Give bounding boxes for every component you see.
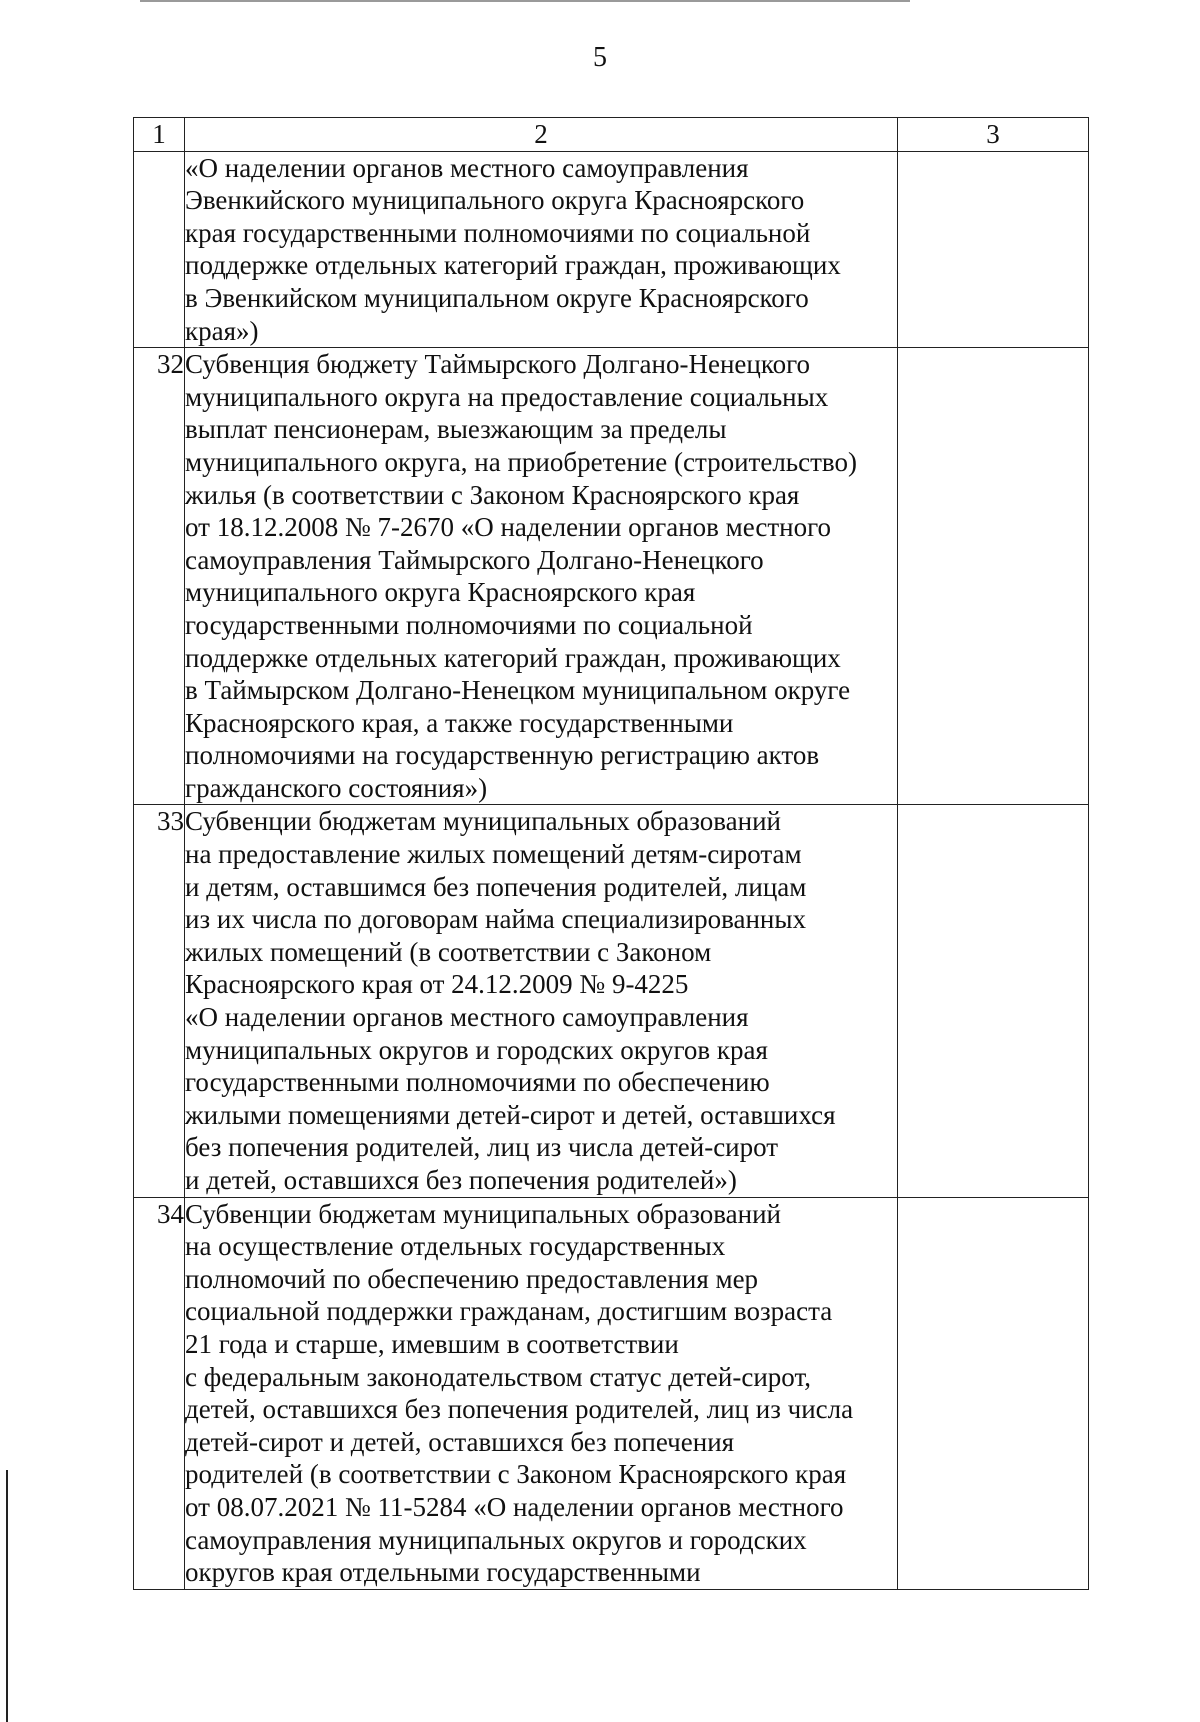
table-row xyxy=(134,348,1089,805)
row-description-cell xyxy=(185,805,898,1197)
description-line: гражданского состояния») xyxy=(185,772,488,803)
description-line: выплат пенсионерам, выезжающим за пределы xyxy=(185,414,727,445)
description-line: поддержке отдельных категорий граждан, проживающих xyxy=(185,642,841,673)
description-line: «О наделении органов местного самоуправления xyxy=(185,1002,749,1033)
description-line: жилья (в соответствии с Законом Красноярского края xyxy=(185,479,800,510)
description-line: Эвенкийского муниципального округа Красноярского xyxy=(185,185,805,216)
description-line: полномочиями на государственную регистрацию актов xyxy=(185,740,820,771)
scan-edge-top xyxy=(140,0,910,2)
header-cell-2: 2 xyxy=(185,118,898,152)
description-line: государственными полномочиями по обеспечению xyxy=(185,1067,770,1098)
description-line: Красноярского края, а также государственными xyxy=(185,707,734,738)
description-line: на осуществление отдельных государственных xyxy=(185,1231,726,1262)
description-line: и детям, оставшимся без попечения родителей, лицам xyxy=(185,871,807,902)
row-number-cell: 33 xyxy=(134,805,185,1197)
description-line: самоуправления Таймырского Долгано-Ненецкого xyxy=(185,544,764,575)
description-line: муниципального округа Красноярского края xyxy=(185,577,696,608)
table-body xyxy=(134,118,1089,1590)
description-line: Красноярского края от 24.12.2009 № 9-4225 xyxy=(185,969,689,1000)
description-line: на предоставление жилых помещений детям-сиротам xyxy=(185,839,802,870)
description-line: от 08.07.2021 № 11-5284 «О наделении органов местного xyxy=(185,1491,844,1522)
description-line: жилых помещений (в соответствии с Законом xyxy=(185,936,712,967)
document-table xyxy=(133,117,1089,1590)
row-column-3-cell xyxy=(898,805,1089,1197)
description-line: и детей, оставшихся без попечения родителей») xyxy=(185,1165,737,1195)
description-line: социальной поддержки гражданам, достигшим возраста xyxy=(185,1296,833,1327)
row-description-cell xyxy=(185,348,898,805)
description-line: края») xyxy=(185,315,259,346)
description-line: в Эвенкийском муниципальном округе Красноярского xyxy=(185,282,809,313)
description-line: самоуправления муниципальных округов и городских xyxy=(185,1524,807,1555)
description-line: округов края отдельными государственными xyxy=(185,1557,701,1588)
description-line: государственными полномочиями по социальной xyxy=(185,609,753,640)
description-line: муниципального округа на предоставление социальных xyxy=(185,381,829,412)
row-column-3-cell xyxy=(898,1197,1089,1589)
description-line: «О наделении органов местного самоуправления xyxy=(185,152,749,183)
table-row xyxy=(134,151,1089,348)
row-number-cell: 32 xyxy=(134,348,185,805)
header-cell-3: 3 xyxy=(898,118,1089,152)
scan-edge-left xyxy=(6,1470,8,1722)
row-column-3-cell xyxy=(898,151,1089,348)
row-description-cell xyxy=(185,151,898,348)
description-line: жилыми помещениями детей-сирот и детей, оставшихся xyxy=(185,1099,836,1130)
description-line: от 18.12.2008 № 7-2670 «О наделении органов местного xyxy=(185,512,832,543)
description-line: края государственными полномочиями по социальной xyxy=(185,217,811,248)
page-number: 5 xyxy=(593,42,607,73)
description-line: без попечения родителей, лиц из числа детей-сирот xyxy=(185,1132,779,1163)
row-description-cell xyxy=(185,1197,898,1589)
description-line: из их числа по договорам найма специализированных xyxy=(185,904,807,935)
description-line: 21 года и старше, имевшим в соответствии xyxy=(185,1328,679,1359)
header-cell-1: 1 xyxy=(134,118,185,152)
description-line: родителей (в соответствии с Законом Красноярского края xyxy=(185,1459,847,1490)
description-line: Субвенция бюджету Таймырского Долгано-Ненецкого xyxy=(185,349,810,380)
row-column-3-cell xyxy=(898,348,1089,805)
description-line: Субвенции бюджетам муниципальных образований xyxy=(185,1198,781,1229)
description-line: поддержке отдельных категорий граждан, проживающих xyxy=(185,250,841,281)
description-line: детей, оставшихся без попечения родителей, лиц из числа xyxy=(185,1394,854,1425)
description-line: муниципального округа, на приобретение (строительство) xyxy=(185,446,857,477)
description-line: детей-сирот и детей, оставшихся без попечения xyxy=(185,1426,735,1457)
description-line: в Таймырском Долгано-Ненецком муниципальном округе xyxy=(185,675,851,706)
table-header-row xyxy=(134,118,1089,152)
description-line: Субвенции бюджетам муниципальных образований xyxy=(185,806,781,837)
table-row xyxy=(134,1197,1089,1589)
description-line: муниципальных округов и городских округов края xyxy=(185,1034,768,1065)
row-number-cell: 34 xyxy=(134,1197,185,1589)
description-line: полномочий по обеспечению предоставления мер xyxy=(185,1263,759,1294)
row-number-cell xyxy=(134,151,185,348)
description-line: с федеральным законодательством статус детей-сирот, xyxy=(185,1361,811,1392)
table-row xyxy=(134,805,1089,1197)
